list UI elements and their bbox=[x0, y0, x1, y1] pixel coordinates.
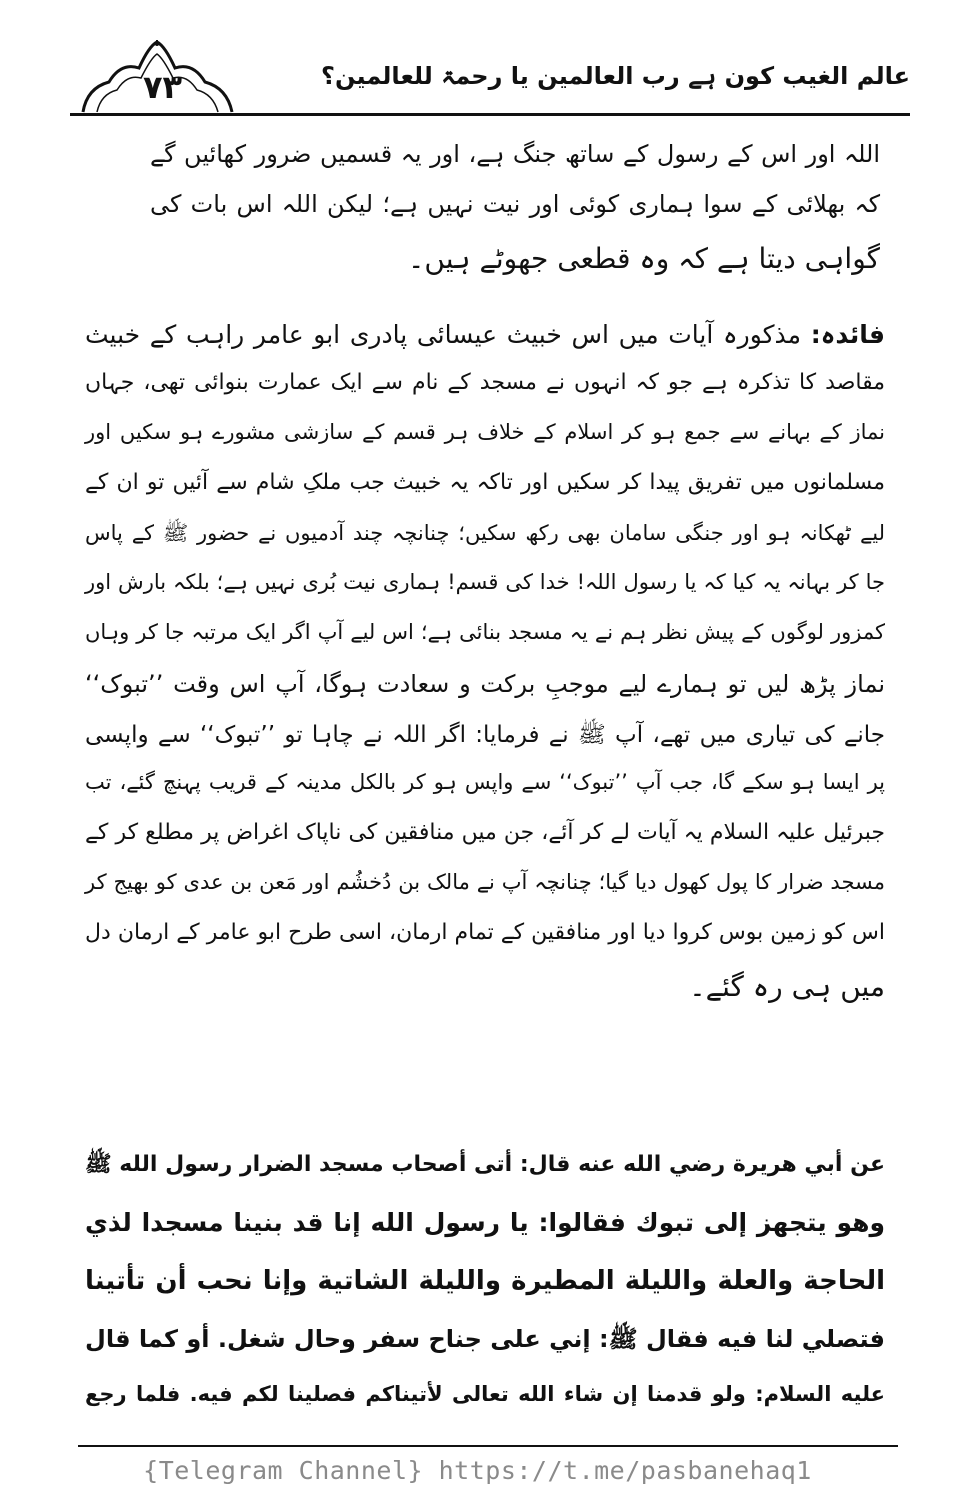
telegram-channel-link[interactable]: {Telegram Channel} https://t.me/pasbanehaq1 bbox=[143, 1456, 812, 1485]
footer-rule bbox=[78, 1445, 898, 1447]
page-number: ۷۳ bbox=[142, 68, 183, 106]
hadith-line: عليه السلام: ولو قدمنا إن شاء الله تعالى لأتيناكم فصلينا لكم فيه. فلما رجع bbox=[85, 1382, 885, 1406]
commentary-first-line bbox=[85, 320, 885, 349]
commentary-line: نماز کے بہانے سے جمع ہو کر اسلام کے خلاف ہر قسم کے سازشی مشورے ہو سکیں اور bbox=[85, 420, 885, 444]
commentary-line: پر ایسا ہو سکے گا، جب آپ ’’تبوک‘‘ سے واپس ہو کر بالکل مدینہ کے قریب پہنچ گئے، تب bbox=[85, 770, 885, 794]
book-title: عالم الغیب کون ہے رب العالمین یا رحمۃ للعالمین؟ bbox=[321, 62, 910, 90]
commentary-line: اس کو زمین بوس کروا دیا اور منافقین کے تمام ارمان، اسی طرح ابو عامر کے ارمان دل bbox=[85, 920, 885, 945]
hadith-line: وهو يتجهز إلى تبوك فقالوا: يا رسول الله إنا قد بنينا مسجدا لذي bbox=[85, 1208, 885, 1237]
commentary-line: مقاصد کا تذکرہ ہے جو کہ انہوں نے مسجد کے نام سے ایک عمارت بنوائی تھی، جہاں bbox=[85, 370, 885, 395]
commentary-line: جا کر بہانہ یہ کیا کہ یا رسول اللہ! خدا کی قسم! ہماری نیت بُری نہیں ہے؛ بلکہ بارش اور bbox=[85, 570, 885, 594]
commentary-line: مسجد ضرار کا پول کھول دیا گیا؛ چنانچہ آپ نے مالک بن دُخشُم اور مَعن بن عدی کو بھیج کر bbox=[85, 870, 885, 894]
page-header bbox=[70, 40, 910, 120]
header-rule bbox=[70, 113, 910, 116]
commentary-line: مذکورہ آیات میں اس خبیث عیسائی پادری ابو عامر راہب کے خبیث bbox=[85, 320, 802, 349]
commentary-line: کمزور لوگوں کے پیش نظر ہم نے یہ مسجد بنائی ہے؛ اس لیے آپ اگر ایک مرتبہ جا کر وہاں bbox=[85, 620, 885, 644]
hadith-line: عن أبي هريرة رضي الله عنه قال: أتى أصحاب مسجد الضرار رسول الله ﷺ bbox=[85, 1152, 885, 1177]
commentary-line: میں ہی رہ گئے۔ bbox=[689, 970, 885, 1003]
commentary-line: مسلمانوں میں تفریق پیدا کر سکیں اور تاکہ یہ خبیث جب ملکِ شام سے آئیں تو ان کے bbox=[85, 470, 885, 495]
hadith-line: الحاجة والعلة والليلة المطيرة والليلة الشاتية وإنا نحب أن تأتينا bbox=[85, 1266, 885, 1296]
verse-line: گواہی دیتا ہے کہ وہ قطعی جھوٹے ہیں۔ bbox=[408, 242, 880, 275]
verse-line: کہ بھلائی کے سوا ہماری کوئی اور نیت نہیں ہے؛ لیکن اللہ اس بات کی bbox=[150, 190, 880, 218]
benefit-label: فائدہ: bbox=[810, 320, 885, 349]
hadith-line: فتصلي لنا فيه فقال ﷺ: إني على جناح سفر وحال شغل. أو كما قال bbox=[85, 1325, 885, 1353]
commentary-line: جبرئیل علیہ السلام یہ آیات لے کر آئے، جن میں منافقین کی ناپاک اغراض پر مطلع کر کے bbox=[85, 820, 885, 845]
commentary-line: جانے کی تیاری میں تھے، آپ ﷺ نے فرمایا: اگر اللہ نے چاہا تو ’’تبوک‘‘ سے واپسی bbox=[85, 722, 885, 748]
verse-line: اللہ اور اس کے رسول کے ساتھ جنگ ہے، اور یہ قسمیں ضرور کھائیں گے bbox=[150, 140, 880, 168]
commentary-line: نماز پڑھ لیں تو ہمارے لیے موجبِ برکت و سعادت ہوگا، آپ اس وقت ’’تبوک‘‘ bbox=[85, 670, 885, 698]
page-number-ornament bbox=[75, 40, 240, 120]
commentary-line: لیے ٹھکانہ ہو اور جنگی سامان بھی رکھ سکیں؛ چنانچہ چند آدمیوں نے حضور ﷺ کے پاس bbox=[85, 521, 885, 545]
